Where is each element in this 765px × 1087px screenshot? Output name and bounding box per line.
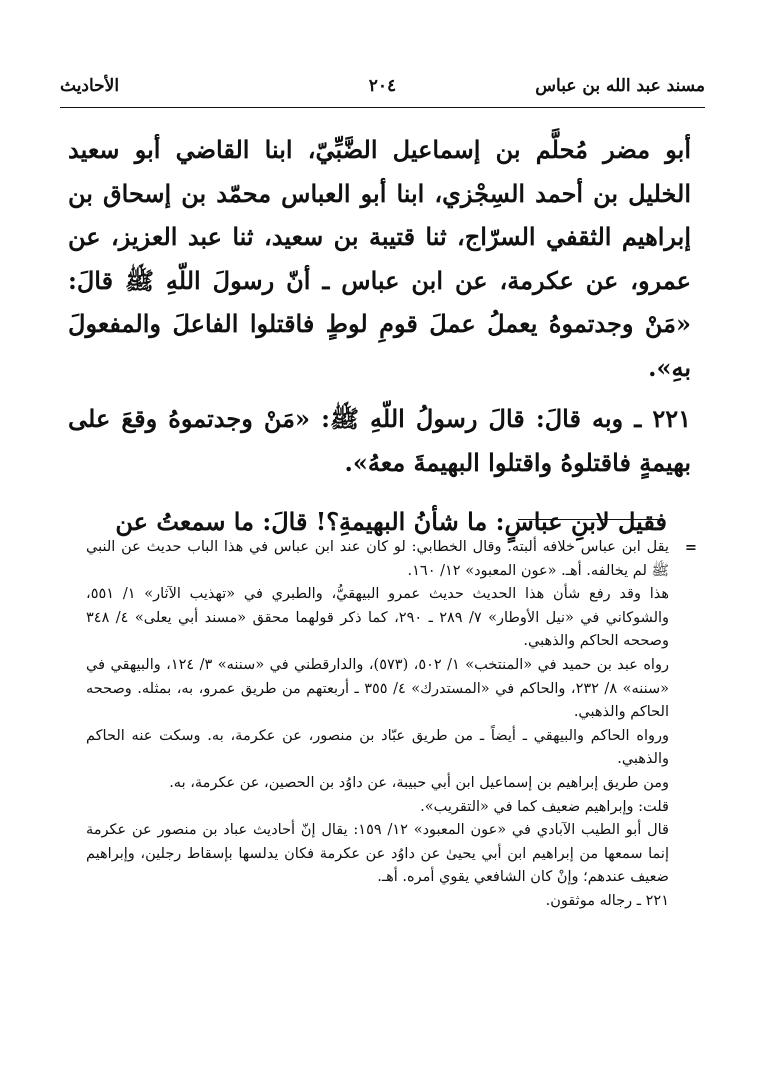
footnote-line: ٢٢١ ـ رجاله موثقون. <box>545 892 669 909</box>
header-divider <box>60 107 705 108</box>
book-title: مسند عبد الله بن عباس <box>535 76 705 96</box>
footnote-line: ومن طريق إبراهيم بن إسماعيل ابن أبي حبيبة، عن داوُد بن الحصين، عن عكرمة، به. <box>169 774 669 791</box>
footnotes <box>86 536 697 914</box>
footnote-text: يقل ابن عباس خلافه ألبته. وقال الخطابي: لو كان عند ابن عباس في هذا الباب حديث عن النبي ﷺ لم يخالفه. أهـ. «عون المعبود» ١٢/ ١٦٠. <box>86 539 669 579</box>
footnote-line: ورواه الحاكم والبيهقي ـ أيضاً ـ من طريق عبّاد بن منصور، عن عكرمة، به. وسكت عنه الحاكم والذهبي. <box>86 727 669 768</box>
footnote-line: رواه عبد بن حميد في «المنتخب» ١/ ٥٠٢، (٥٧٣)، والدارقطني في «سننه» ٣/ ١٢٤، والبيهقي في «سننه» ٨/ ٢٣٢، والحاكم في «المستدرك» ٤/ ٣٥٥ ـ أربعتهم من طريق عمرو، به، بمثله. وصححه الحاكم والذهبي. <box>86 656 669 721</box>
footnote-line: هذا وقد رفع شأن هذا الحديث حديث عمرو البيهقيُّ، والطبري في «تهذيب الآثار» ١/ ٥٥١، والشوكاني في «نيل الأوطار» ٧/ ٢٨٩ ـ ٢٩٠، كما ذكر قولهما محقق «مسند أبي يعلى» ٤/ ٣٤٨ وصححه الحاكم والذهبي. <box>86 586 670 650</box>
footnote-line: قلت: وإبراهيم ضعيف كما في «التقريب». <box>420 798 669 815</box>
section-title: الأحاديث <box>60 76 120 96</box>
page-number: ٢٠٤ <box>368 76 397 96</box>
running-header <box>60 76 705 106</box>
hadith-paragraph-1: أبو مضر مُحلَّم بن إسماعيل الضَّبِّيّ، ابنا القاضي أبو سعيد الخليل بن أحمد السِجْزي، ابنا أبو العباس محمّد بن إسحاق بن إبراهيم الثقفي السرّاج، ثنا قتيبة بن سعيد، ثنا عبد العزيز، عن عمرو، عن عكرمة، عن ابن عباس ـ أنّ رسولَ اللّهِ ﷺ قالَ: «مَنْ وجدتموهُ يعملُ عملَ قومِ لوطٍ فاقتلوا الفاعلَ والمفعولَ بهِ». <box>68 135 691 382</box>
hadith-paragraph-221: ٢٢١ ـ وبه قالَ: قالَ رسولُ اللّهِ ﷺ: «مَنْ وجدتموهُ وقعَ على بهيمةٍ فاقتلوهُ واقتلوا البهيمةَ معهُ». <box>68 404 691 477</box>
footnote-line: قال أبو الطيب الآبادي في «عون المعبود» ١٢/ ١٥٩: يقال إنّ أحاديث عباد بن منصور عن عكرمة إنما سمعها من إبراهيم ابن أبي يحيىٰ عن داوُد عن عكرمة فكان يدلسها بإسقاط رجلين، وإبراهيم ضعيف عندهم؛ وإنْ كان الشافعي يقوي أمره. أهـ. <box>86 822 669 886</box>
footnote-divider <box>518 519 658 520</box>
continuation-marker: = <box>684 539 697 556</box>
footnote-line <box>86 536 697 583</box>
main-text <box>68 128 691 544</box>
hadith-paragraph-continuation: فقيل لابنِ عباسٍ: ما شأنُ البهيمةِ؟! قالَ: ما سمعتُ عن <box>115 507 667 536</box>
